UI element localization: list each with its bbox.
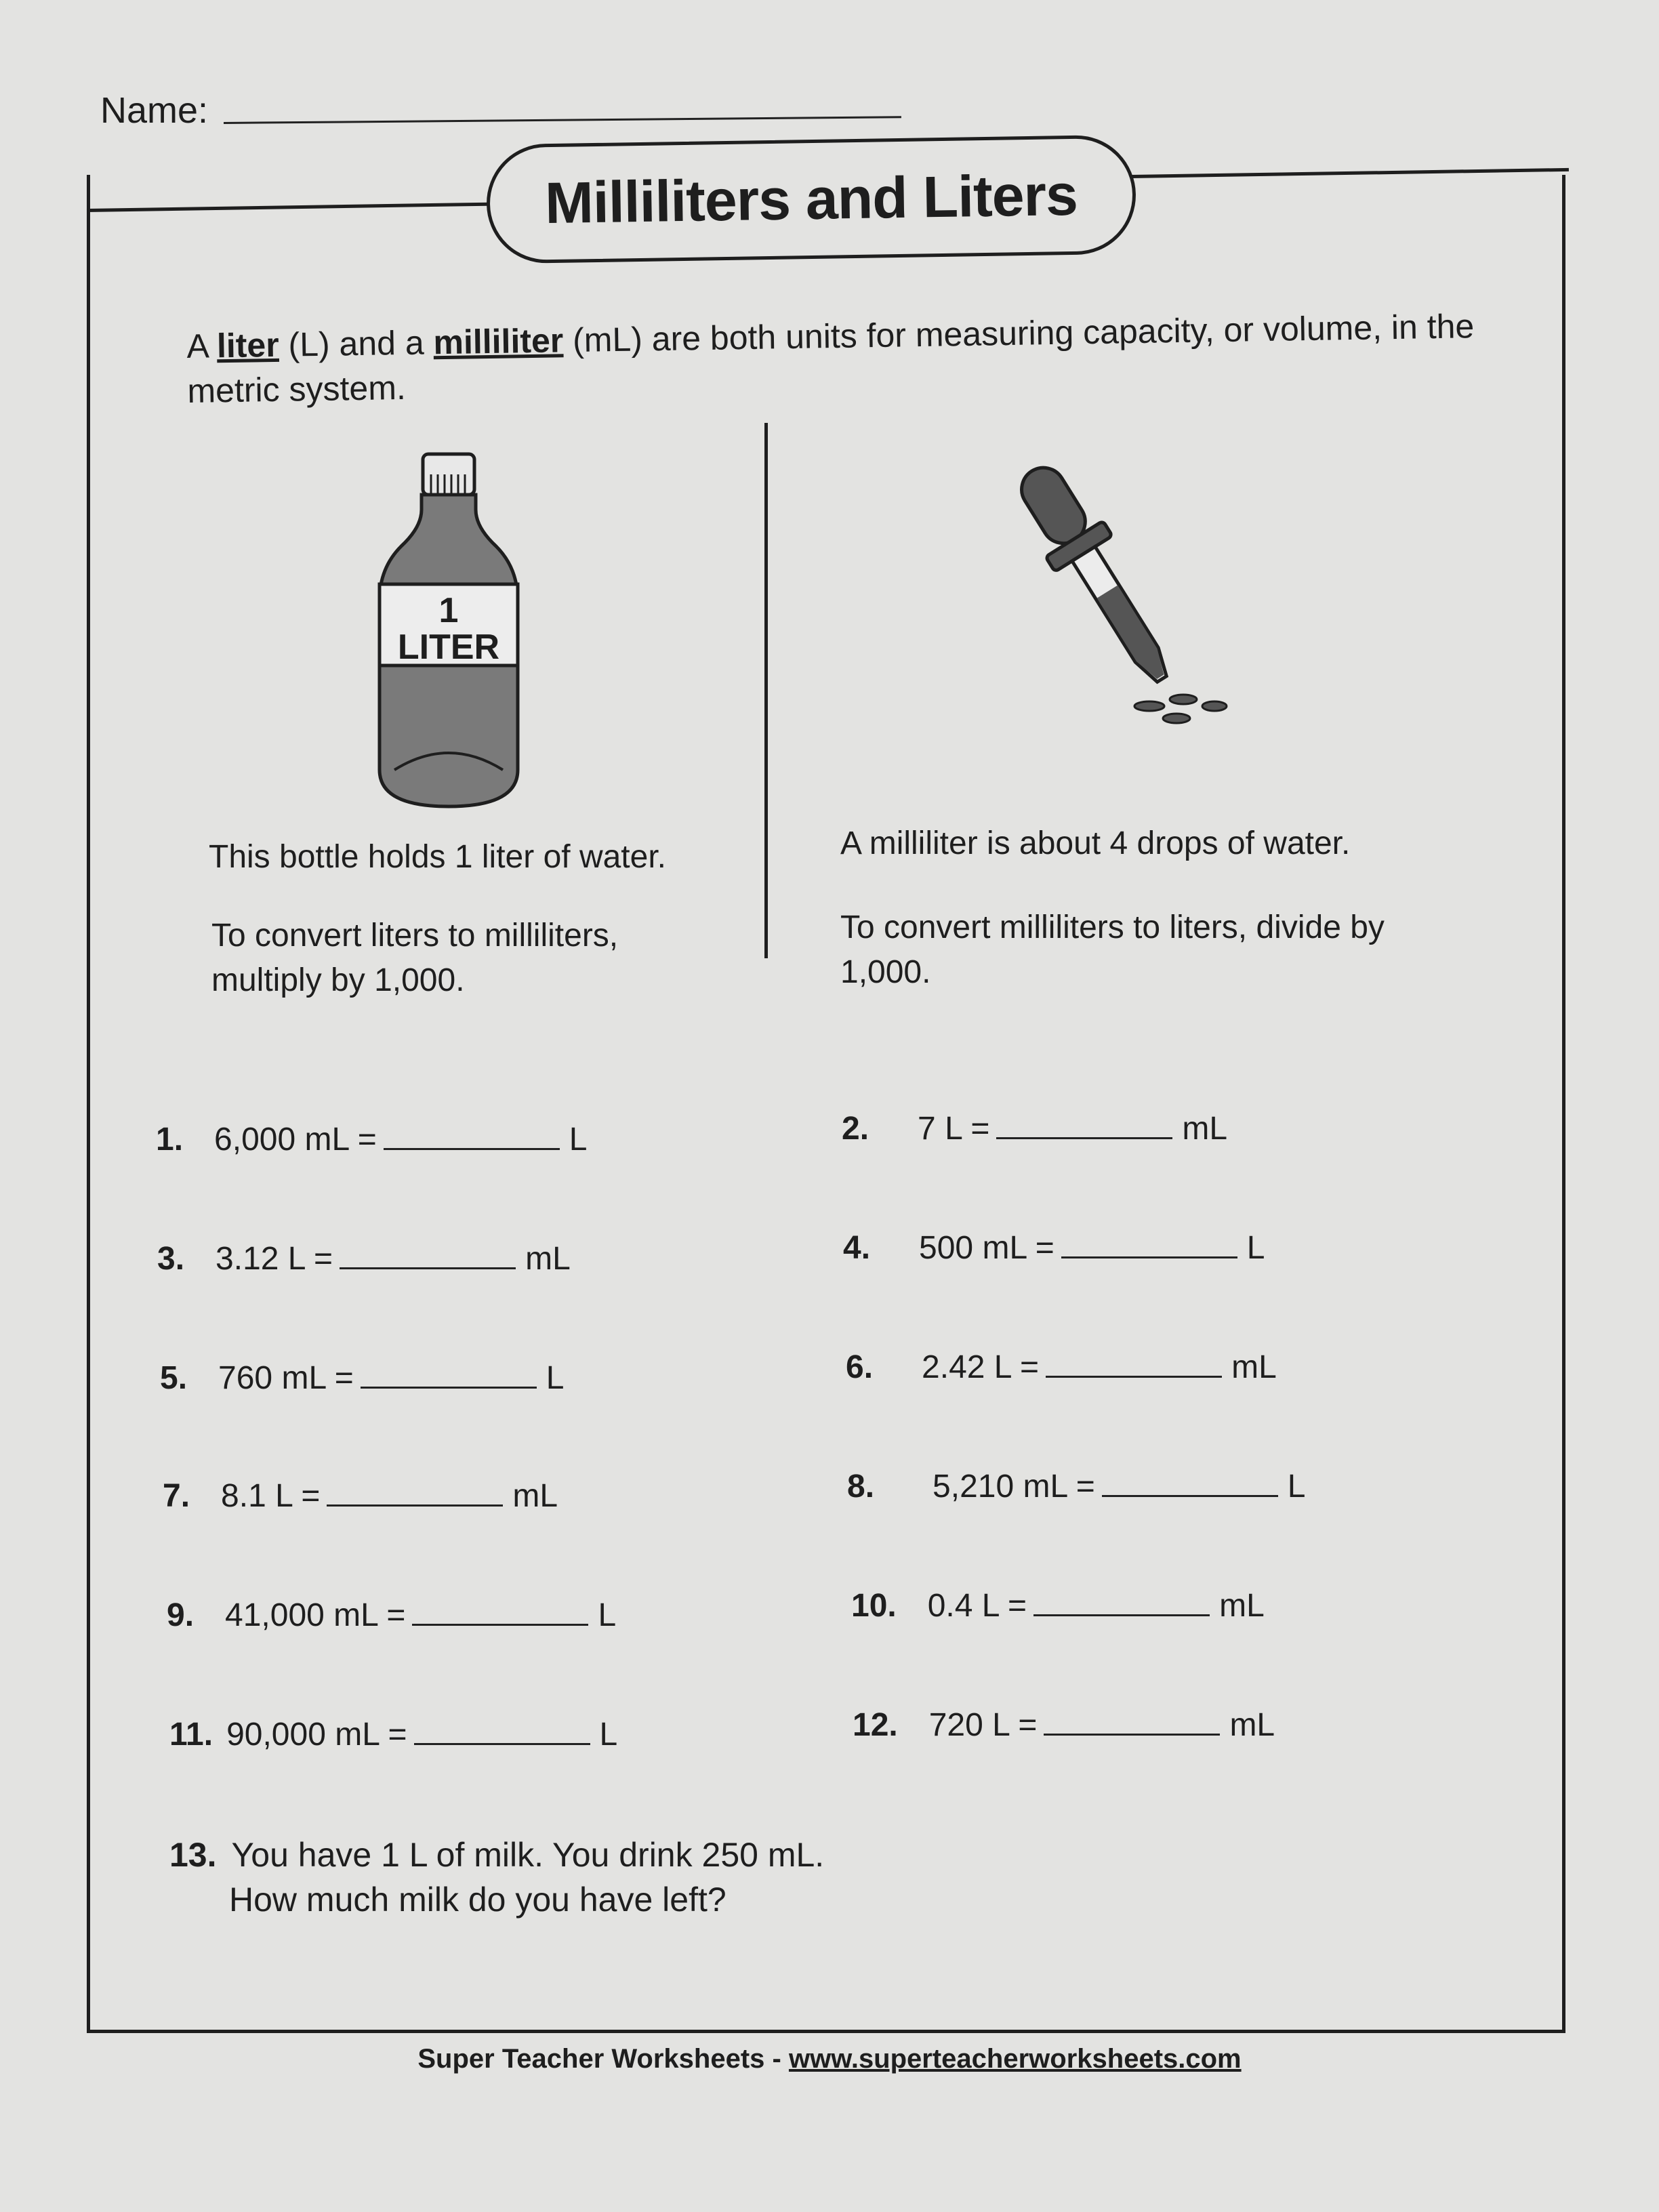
problem-number: 5. xyxy=(160,1360,188,1396)
problem-expression: 90,000 mL = xyxy=(226,1717,407,1753)
title-banner xyxy=(486,134,1137,264)
problem-2 xyxy=(842,1110,1227,1147)
problem-number: 1. xyxy=(156,1122,184,1158)
problem-unit: L xyxy=(1246,1230,1265,1266)
problem-number: 6. xyxy=(846,1349,874,1385)
problem-expression: 41,000 mL = xyxy=(225,1597,406,1633)
keyword-liter: liter xyxy=(216,325,280,365)
answer-blank[interactable] xyxy=(1061,1256,1237,1258)
problem-6 xyxy=(846,1349,1277,1386)
problem-unit: L xyxy=(1287,1469,1306,1504)
problem-10 xyxy=(851,1587,1265,1624)
name-input-line[interactable] xyxy=(224,116,901,124)
problem-expression: 760 mL = xyxy=(218,1360,354,1396)
liter-bottle-icon xyxy=(374,451,523,811)
bottle-caption: This bottle holds 1 liter of water. xyxy=(209,839,666,875)
problem-unit: mL xyxy=(525,1241,571,1277)
problem-expression: 8.1 L = xyxy=(221,1478,321,1514)
problem-expression: 5,210 mL = xyxy=(933,1469,1095,1504)
problem-13 xyxy=(169,1832,824,1922)
problem-expression: 6,000 mL = xyxy=(214,1122,377,1158)
problem-unit: L xyxy=(569,1122,588,1158)
answer-blank[interactable] xyxy=(1046,1375,1222,1378)
problem-unit: L xyxy=(599,1717,618,1753)
problem-expression: 0.4 L = xyxy=(927,1588,1027,1624)
convert-liters-note: To convert liters to milliliters, multiply by 1,000. xyxy=(211,918,619,998)
problem-11 xyxy=(169,1716,617,1753)
problem-4 xyxy=(843,1229,1265,1267)
dropper-icon xyxy=(1003,447,1233,732)
problem-number: 2. xyxy=(842,1111,869,1147)
answer-blank[interactable] xyxy=(996,1136,1172,1139)
answer-blank[interactable] xyxy=(327,1504,503,1507)
footer-brand: Super Teacher Worksheets - xyxy=(417,2044,789,2074)
word-problem-line-1: You have 1 L of milk. You drink 250 mL. xyxy=(231,1836,825,1874)
name-label: Name: xyxy=(100,90,209,131)
problem-number: 4. xyxy=(843,1230,871,1266)
problem-5 xyxy=(160,1359,564,1397)
problem-9 xyxy=(167,1597,616,1634)
worksheet-frame xyxy=(87,175,1565,2033)
answer-blank[interactable] xyxy=(361,1386,537,1389)
footer-url-link[interactable]: www.superteacherworksheets.com xyxy=(788,2044,1242,2074)
problem-7 xyxy=(163,1477,558,1515)
answer-blank[interactable] xyxy=(1102,1494,1278,1497)
problem-unit: mL xyxy=(1219,1588,1265,1624)
answer-blank[interactable] xyxy=(384,1147,560,1150)
problem-unit: mL xyxy=(1229,1707,1275,1743)
problem-expression: 500 mL = xyxy=(919,1230,1054,1266)
answer-blank[interactable] xyxy=(414,1742,590,1745)
problem-3 xyxy=(157,1240,571,1277)
page-title: Milliliters and Liters xyxy=(544,162,1078,236)
dropper-caption: A milliliter is about 4 drops of water. xyxy=(840,825,1351,861)
problem-number: 11. xyxy=(169,1717,213,1753)
problem-number: 8. xyxy=(847,1469,875,1504)
problem-number: 7. xyxy=(163,1478,190,1514)
problem-expression: 7 L = xyxy=(918,1111,990,1147)
problem-expression: 3.12 L = xyxy=(216,1241,333,1277)
problem-unit: mL xyxy=(1231,1349,1277,1385)
answer-blank[interactable] xyxy=(1044,1733,1220,1736)
problem-expression: 720 L = xyxy=(928,1707,1038,1743)
intro-text-3: (mL) are both units for measuring capacity, or volume, in the metric system. xyxy=(187,307,1475,410)
keyword-milliliter: milliliter xyxy=(433,321,564,362)
problem-number: 3. xyxy=(157,1241,185,1277)
answer-blank[interactable] xyxy=(340,1267,516,1269)
intro-text-2: (L) and a xyxy=(279,323,434,364)
problem-12 xyxy=(853,1706,1275,1744)
answer-blank[interactable] xyxy=(1033,1614,1210,1616)
problem-unit: mL xyxy=(1182,1111,1228,1147)
footer xyxy=(0,2044,1659,2074)
bottle-label-text: LITER xyxy=(397,628,500,667)
problem-unit: L xyxy=(598,1597,617,1633)
problem-expression: 2.42 L = xyxy=(922,1349,1040,1385)
problem-1 xyxy=(156,1121,587,1158)
answer-blank[interactable] xyxy=(412,1623,588,1626)
intro-text-1: A xyxy=(186,327,218,366)
problem-number: 13. xyxy=(169,1836,217,1874)
problem-number: 12. xyxy=(853,1707,898,1743)
problem-number: 9. xyxy=(167,1597,194,1633)
problem-unit: mL xyxy=(512,1478,558,1514)
problem-number: 10. xyxy=(851,1588,897,1624)
bottle-label-number: 1 xyxy=(438,591,459,630)
problem-8 xyxy=(847,1468,1305,1505)
word-problem-line-2: How much milk do you have left? xyxy=(229,1881,726,1919)
column-divider xyxy=(764,423,768,958)
convert-milliliters-note: To convert milliliters to liters, divide by 1,000. xyxy=(840,909,1385,990)
problem-unit: L xyxy=(546,1360,565,1396)
